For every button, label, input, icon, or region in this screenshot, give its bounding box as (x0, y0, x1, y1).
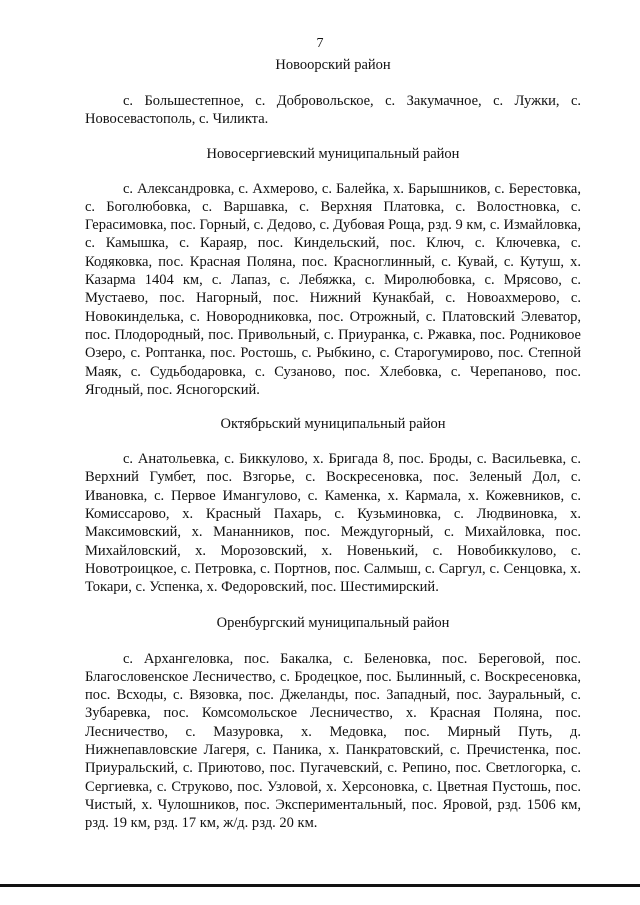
district-title: Октябрьский муниципальный район (220, 416, 446, 433)
settlement-list: с. Архангеловка, пос. Бакалка, с. Беленовка, пос. Береговой, пос. Благословенское Лесничество, с. Бродецкое, пос. Былинный, с. Воскресеновка, пос. Всходы, с. Вязовка, пос. Джеланды, пос. Западный, пос. Зауральный, с. Зубаревка, пос. Комсомольское Лесничество, х. Красная Поляна, пос. Лесничество, с. Мазуровка, х. Медовка, пос. Мирный Путь, д. Нижнепавловские Лагеря, с. Паника, х. Панкратовский, с. Пречистенка, пос. Приуральский, с. Приютово, пос. Пугачевский, с. Репино, пос. Светлогорка, с. Сергиевка, с. Струково, пос. Узловой, х. Херсоновка, с. Цветная Пустошь, пос. Чистый, х. Чулошников, пос. Экспериментальный, пос. Яровой, рзд. 1506 км, рзд. 19 км, рзд. 17 км, ж/д. рзд. 20 км. (85, 650, 581, 832)
district-section-oktyabrsky (85, 415, 581, 596)
district-section-orenburgsky (85, 614, 581, 833)
district-section-novosergievsky (85, 145, 581, 400)
settlement-list: с. Александровка, с. Ахмерово, с. Балейка, х. Барышников, с. Берестовка, с. Боголюбовка, с. Варшавка, с. Верхняя Платовка, с. Волостновка, с. Герасимовка, пос. Горный, с. Дедово, с. Дубовая Роща, рзд. 9 км, с. Измайловка, с. Камышка, с. Караяр, пос. Киндельский, пос. Ключ, с. Ключевка, с. Кодяковка, пос. Красная Поляна, пос. Красноглинный, с. Кувай, с. Кутуш, х. Казарма 1404 км, с. Лапаз, с. Лебяжка, с. Миролюбовка, с. Мрясово, с. Мустаево, пос. Нагорный, пос. Нижний Кунакбай, с. Новоахмерово, с. Новокинделька, с. Новородниковка, пос. Отрожный, с. Платовский Элеватор, пос. Плодородный, пос. Привольный, с. Приуранка, с. Ржавка, пос. Родниковое Озеро, с. Роптанка, пос. Ростошь, с. Рыбкино, с. Старогумирово, пос. Степной Маяк, с. Судьбодаровка, с. Сузаново, пос. Хлебовка, с. Черепаново, пос. Ягодный, пос. Ясногорский. (85, 180, 581, 398)
settlement-list: с. Анатольевка, с. Биккулово, х. Бригада 8, пос. Броды, с. Васильевка, с. Верхний Гумбет, пос. Взгорье, с. Воскресеновка, пос. Зеленый Дол, с. Ивановка, с. Первое Имангулово, с. Каменка, х. Кармала, х. Кожевников, с. Комиссарово, х. Красный Пахарь, с. Кузьминовка, с. Людвиновка, х. Максимовский, х. Мананников, пос. Междугорный, с. Михайловка, пос. Михайловский, х. Морозовский, х. Новенький, с. Новобиккулово, с. Новотроицкое, с. Петровка, с. Портнов, пос. Салмыш, с. Саргул, с. Сенцовка, х. Токари, с. Успенка, х. Федоровский, пос. Шестимирский. (85, 451, 581, 596)
district-title: Оренбургский муниципальный район (216, 614, 450, 631)
bottom-rule (0, 884, 640, 887)
district-title: Новосергиевский муниципальный район (206, 145, 460, 162)
district-section-novoorsky (85, 56, 581, 129)
document-body (85, 56, 581, 833)
district-title: Новоорский район (275, 57, 391, 73)
settlement-list: с. Большестепное, с. Добровольское, с. Закумачное, с. Лужки, с. Новосевастополь, с. Чиликта. (85, 93, 581, 128)
page-number: 7 (316, 36, 324, 51)
